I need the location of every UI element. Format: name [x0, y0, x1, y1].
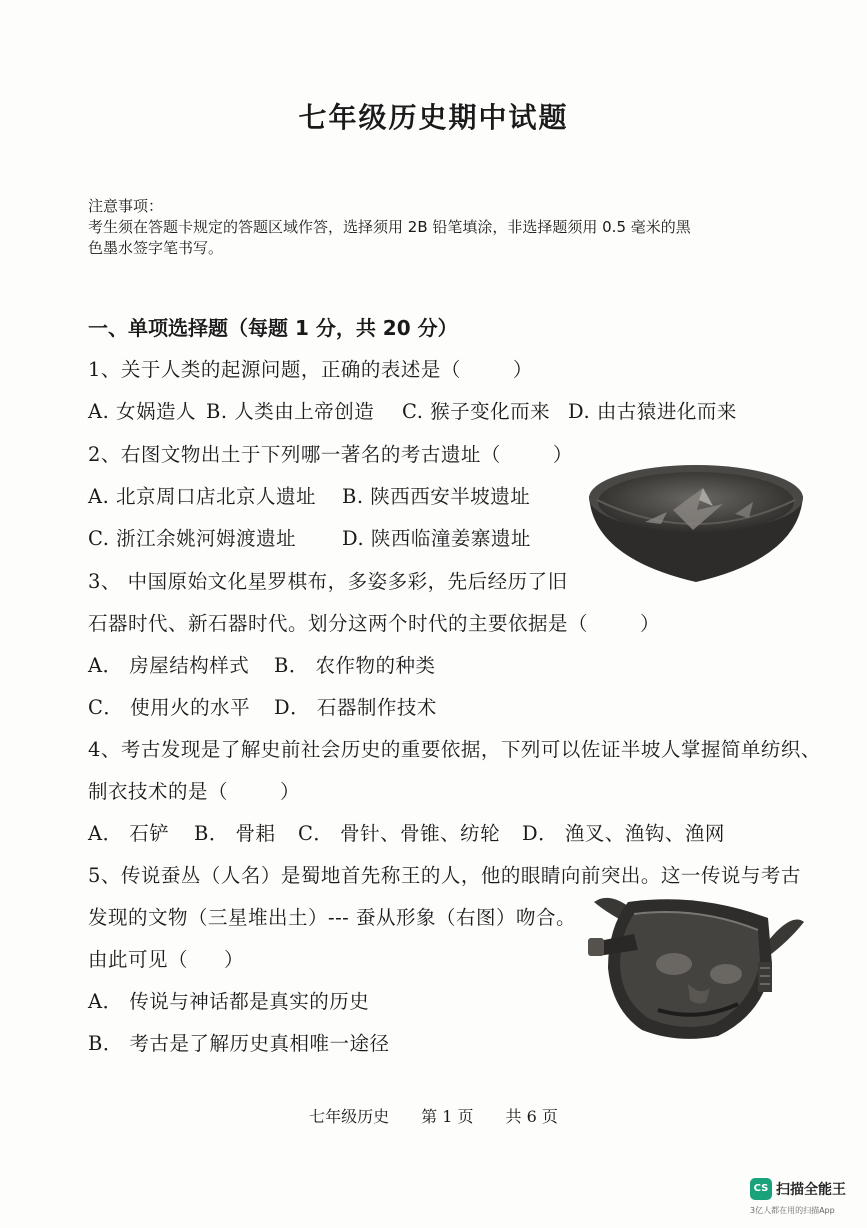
q1-option-d: D. 由古猿进化而来	[568, 400, 737, 423]
q5-stem-line-2: 发现的文物（三星堆出土）--- 蚕从形象（右图）吻合。	[88, 906, 576, 929]
q4-options	[88, 818, 725, 846]
q1-stem	[88, 354, 533, 382]
notice-block	[88, 196, 691, 259]
q1-stem-close: ）	[512, 358, 533, 381]
q5-stem-line-3	[88, 944, 244, 972]
page-footer	[0, 1104, 867, 1127]
q3-option-a: A． 房屋结构样式	[88, 654, 250, 677]
pottery-bowl-image	[585, 458, 807, 584]
footer-total-pages: 共 6 页	[505, 1107, 558, 1126]
q5-stem-text: 由此可见（	[88, 948, 189, 971]
q2-stem	[88, 439, 573, 467]
q4-option-d: D． 渔叉、渔钩、渔网	[522, 822, 725, 845]
scanner-watermark	[750, 1178, 860, 1222]
q1-stem-text: 1、关于人类的起源问题，正确的表述是（	[88, 358, 461, 381]
q2-stem-text: 2、右图文物出土于下列哪一著名的考古遗址（	[88, 443, 501, 466]
q1-option-a: A. 女娲造人	[88, 400, 196, 423]
notice-heading: 注意事项：	[88, 197, 164, 215]
q3-option-c: C． 使用火的水平	[88, 696, 251, 719]
watermark-brand: 扫描全能王	[776, 1182, 846, 1198]
footer-subject: 七年级历史	[309, 1107, 390, 1126]
q2-option-a: A. 北京周口店北京人遗址	[88, 485, 316, 508]
q1-option-b: B. 人类由上帝创造	[206, 400, 375, 423]
notice-line-2: 色墨水签字笔书写。	[88, 239, 224, 257]
q3-options-row-2	[88, 692, 437, 720]
q5-option-a: A． 传说与神话都是真实的历史	[88, 990, 370, 1013]
q2-option-d: D. 陕西临潼姜寨遗址	[342, 527, 531, 550]
q3-stem-text: 石器时代、新石器时代。划分这两个时代的主要依据是（	[88, 612, 589, 635]
q4-stem-close: ）	[280, 780, 301, 803]
q4-option-c: C． 骨针、骨锥、纺轮	[298, 822, 501, 845]
q1-option-c: C. 猴子变化而来	[402, 400, 551, 423]
q3-option-d: D． 石器制作技术	[274, 696, 437, 719]
q3-options-row-1	[88, 650, 436, 678]
q2-option-c: C. 浙江余姚河姆渡遗址	[88, 527, 297, 550]
q5-stem-close: ）	[224, 948, 245, 971]
notice-line-1: 考生须在答题卡规定的答题区域作答，选择须用 2B 铅笔填涂，非选择题须用 0.5 毫米的黑	[88, 218, 691, 236]
q2-options-row-2	[88, 523, 531, 551]
q1-options	[88, 396, 737, 424]
q4-option-b: B． 骨耜	[194, 822, 276, 845]
section-heading-single-choice: 一、单项选择题（每题 1 分，共 20 分）	[88, 316, 458, 340]
q3-stem-line-1: 3、 中国原始文化星罗棋布，多姿多彩，先后经历了旧	[88, 570, 568, 593]
q4-option-a: A． 石铲	[88, 822, 170, 845]
watermark-tagline: 3亿人都在用的扫描App	[750, 1206, 835, 1215]
bronze-mask-image	[588, 892, 810, 1044]
q5-option-b: B． 考古是了解历史真相唯一途径	[88, 1032, 390, 1055]
q2-stem-close: ）	[552, 443, 573, 466]
q2-option-b: B. 陕西西安半坡遗址	[342, 485, 531, 508]
q3-stem-line-2	[88, 608, 660, 636]
page-title: 七年级历史期中试题	[298, 101, 569, 134]
footer-page-number: 第 1 页	[421, 1107, 474, 1126]
q3-option-b: B． 农作物的种类	[274, 654, 436, 677]
camscanner-logo-icon: CS	[750, 1178, 772, 1200]
q5-stem-line-1: 5、传说蚕丛（人名）是蜀地首先称王的人，他的眼睛向前突出。这一传说与考古	[88, 864, 801, 887]
q4-stem-line-2	[88, 776, 300, 804]
q4-stem-text: 制衣技术的是（	[88, 780, 229, 803]
q2-options-row-1	[88, 481, 530, 509]
q4-stem-line-1: 4、考古发现是了解史前社会历史的重要依据，下列可以佐证半坡人掌握简单纺织、	[88, 738, 821, 761]
q3-stem-close: ）	[640, 612, 661, 635]
